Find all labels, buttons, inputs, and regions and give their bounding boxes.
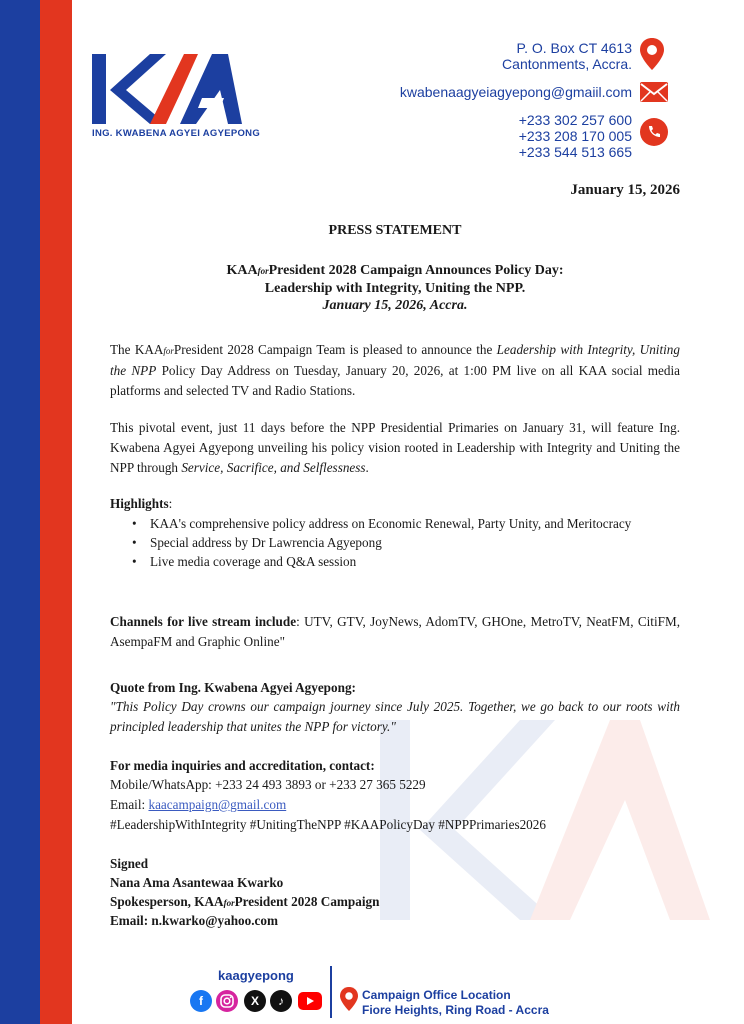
highlight-item: • Special address by Dr Lawrencia Agyepong xyxy=(130,533,680,552)
location-pin-icon xyxy=(640,38,664,70)
media-email: Email: kaacampaign@gmail.com xyxy=(110,797,287,812)
contact-email[interactable]: kwabenaagyeiagyepong@gmaiil.com xyxy=(399,84,632,100)
media-email-link[interactable]: kaacampaign@gmail.com xyxy=(148,797,287,812)
phone-1[interactable]: +233 302 257 600 xyxy=(518,112,632,128)
highlight-item: • Live media coverage and Q&A session xyxy=(130,552,680,571)
headline-line-3: January 15, 2026, Accra. xyxy=(322,298,468,313)
highlights-heading: Highlights: xyxy=(110,496,173,511)
headline-line-2: Leadership with Integrity, Uniting the NPP. xyxy=(264,281,526,296)
envelope-icon xyxy=(640,82,668,102)
kaa-logo xyxy=(92,50,242,128)
signatory-role: Spokesperson, KAAforPresident 2028 Campaign xyxy=(110,894,380,909)
x-icon[interactable]: X xyxy=(244,990,266,1012)
headline-line-1: KAAforPresident 2028 Campaign Announces Policy Day: xyxy=(226,263,564,278)
office-location xyxy=(362,988,549,1018)
highlights-list xyxy=(130,514,680,571)
phone-numbers xyxy=(519,112,632,160)
media-contact-heading: For media inquiries and accreditation, contact: xyxy=(110,758,375,773)
phone-3[interactable]: +233 544 513 665 xyxy=(518,144,632,160)
left-stripe-red xyxy=(40,0,72,1024)
youtube-icon[interactable] xyxy=(298,992,322,1010)
address-line-1: P. O. Box CT 4613 xyxy=(516,40,632,56)
social-handle: kaagyepong xyxy=(218,968,294,983)
logo-caption: ING. KWABENA AGYEI AGYEPONG xyxy=(92,128,261,139)
office-location-pin-icon xyxy=(340,986,358,1012)
quote-text: "This Policy Day crowns our campaign journey since July 2025. Together, we go back to our roots with principled leadership that unites the NPP for victory." xyxy=(110,699,680,734)
paragraph-event: This pivotal event, just 11 days before the NPP Presidential Primaries on January 31, will feature Ing. Kwabena Agyei Agyepong unveiling his policy vision rooted in Leadership with Integrity and Uniting the NPP through Service, Sacrifice, and Selflessness. xyxy=(110,420,680,475)
facebook-icon[interactable]: f xyxy=(190,990,212,1012)
document-date: January 15, 2026 xyxy=(570,182,680,198)
instagram-icon[interactable] xyxy=(216,990,238,1012)
left-stripe-blue xyxy=(0,0,40,1024)
phone-2[interactable]: +233 208 170 005 xyxy=(518,128,632,144)
quote-heading: Quote from Ing. Kwabena Agyei Agyepong: xyxy=(110,680,356,695)
headline xyxy=(110,262,680,314)
hashtags: #LeadershipWithIntegrity #UnitingTheNPP #KAAPolicyDay #NPPPrimaries2026 xyxy=(110,817,546,832)
press-statement-title: PRESS STATEMENT xyxy=(328,223,462,238)
address-line-2: Cantonments, Accra. xyxy=(502,56,632,72)
office-title: Campaign Office Location xyxy=(362,988,511,1002)
highlight-item: • KAA's comprehensive policy address on Economic Renewal, Party Unity, and Meritocracy xyxy=(130,514,680,533)
office-address: Fiore Heights, Ring Road - Accra xyxy=(362,1003,549,1017)
signatory-email: Email: n.kwarko@yahoo.com xyxy=(110,913,278,928)
footer-divider xyxy=(330,966,332,1018)
paragraph-announcement: The KAAforPresident 2028 Campaign Team is pleased to announce the Leadership with Integrity, Uniting the NPP Policy Day Address on Tuesday, January 20, 2026, at 1:00 PM live on all KAA social media platforms and selected TV and Radio Stations. xyxy=(110,342,680,398)
channels-paragraph: Channels for live stream include: UTV, GTV, JoyNews, AdomTV, GHOne, MetroTV, NeatFM, CitiFM, AsempaFM and Graphic Online" xyxy=(110,614,680,649)
address xyxy=(502,40,632,72)
phone-icon xyxy=(640,118,668,146)
signed-label: Signed xyxy=(110,856,149,871)
tiktok-icon[interactable]: ♪ xyxy=(270,990,292,1012)
media-mobile: Mobile/WhatsApp: +233 24 493 3893 or +233 27 365 5229 xyxy=(110,777,426,792)
signatory-name: Nana Ama Asantewaa Kwarko xyxy=(110,875,284,890)
